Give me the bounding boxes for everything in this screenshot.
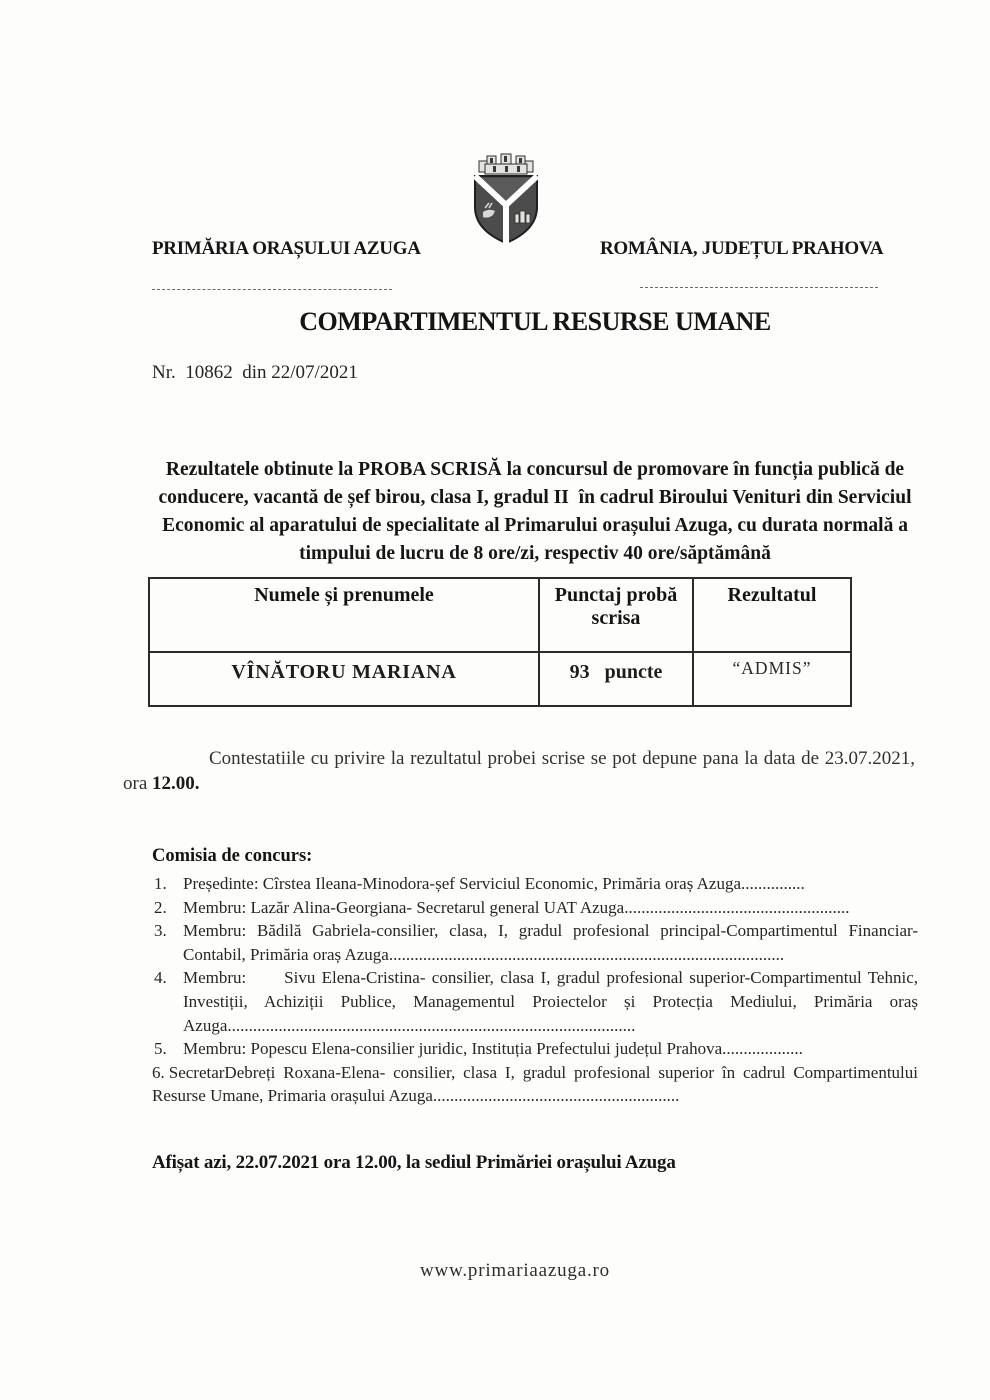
item-text: Membru: Sivu Elena-Cristina- consilier, clasa I, gradul profesional superior-Compartimentul Tehnic, Investiții, Achiziții Publice, Managementul Proiectelor și Protecția Mediului, Primăria oraș Azuga................................................................................................	[183, 968, 918, 1035]
candidate-score: 93 puncte	[539, 652, 693, 706]
column-header-score: Punctaj probă scrisa	[539, 578, 693, 652]
contestation-text: Contestatiile cu privire la rezultatul probei scrise se pot depune pana la data de 23.07.2021, ora	[123, 748, 915, 794]
commission-item	[152, 1037, 918, 1061]
commission-item	[152, 1061, 918, 1108]
column-header-name: Numele și prenumele	[149, 578, 539, 652]
commission-item	[152, 896, 918, 920]
header-rule-left	[152, 289, 392, 290]
item-number: 3.	[154, 921, 167, 941]
commission-item	[152, 872, 918, 896]
commission-section	[152, 846, 918, 1108]
header-rule-right	[640, 287, 878, 288]
table-header-row	[149, 578, 851, 652]
commission-item	[152, 966, 918, 1037]
item-number: 5.	[154, 1039, 167, 1059]
candidate-name: VÎNĂTORU MARIANA	[149, 652, 539, 706]
commission-item	[152, 919, 918, 966]
item-number: 6.	[152, 1062, 165, 1082]
contestation-deadline: 12.00.	[152, 773, 200, 794]
contestation-paragraph	[123, 746, 915, 796]
posted-notice: Afișat azi, 22.07.2021 ora 12.00, la sediul Primăriei orașului Azuga	[152, 1152, 676, 1173]
page-title: COMPARTIMENTUL RESURSE UMANE	[299, 307, 771, 336]
footer-website-url: www.primariaazuga.ro	[420, 1260, 610, 1281]
candidate-result: “ADMIS”	[693, 652, 851, 706]
registration-number: Nr. 10862 din 22/07/2021	[152, 362, 358, 383]
country-county-title: ROMÂNIA, JUDEȚUL PRAHOVA	[600, 238, 884, 259]
item-number: 4.	[154, 968, 167, 988]
item-text: Membru: Popescu Elena-consilier juridic, Instituția Prefectului județul Prahova...................	[183, 1039, 803, 1059]
item-text: Membru: Lazăr Alina-Georgiana- Secretarul general UAT Azuga.....................................................	[183, 897, 850, 917]
coat-of-arms-icon	[473, 152, 539, 244]
table-row	[149, 652, 851, 706]
issuer-title: PRIMĂRIA ORAȘULUI AZUGA	[152, 238, 421, 259]
column-header-result: Rezultatul	[693, 578, 851, 652]
item-number: 2.	[154, 897, 167, 917]
item-text: SecretarDebreți Roxana-Elena- consilier, clasa I, gradul profesional superior în cadrul Compartimentului Resurse Umane, Primaria orașului Azuga..........................................................	[152, 1062, 918, 1106]
item-text: Membru: Bădilă Gabriela-consilier, clasa, I, gradul profesional principal-Compartimentul Financiar-Contabil, Primăria oraș Azuga.............................................................................................	[183, 921, 918, 964]
results-intro-paragraph: Rezultatele obtinute la PROBA SCRISĂ la concursul de promovare în funcția publică de conducere, vacantă de șef birou, clasa I, gradul II în cadrul Biroului Venituri din Serviciul Economic al aparatului de specialitate al Primarului orașului Azuga, cu durata normală a timpului de lucru de 8 ore/zi, respectiv 40 ore/săptămână	[158, 459, 912, 564]
item-number: 1.	[154, 874, 167, 893]
results-table	[148, 577, 852, 707]
commission-heading: Comisia de concurs:	[152, 846, 313, 866]
item-text: Președinte: Cîrstea Ileana-Minodora-șef Serviciul Economic, Primăria oraș Azuga...............	[183, 874, 805, 893]
